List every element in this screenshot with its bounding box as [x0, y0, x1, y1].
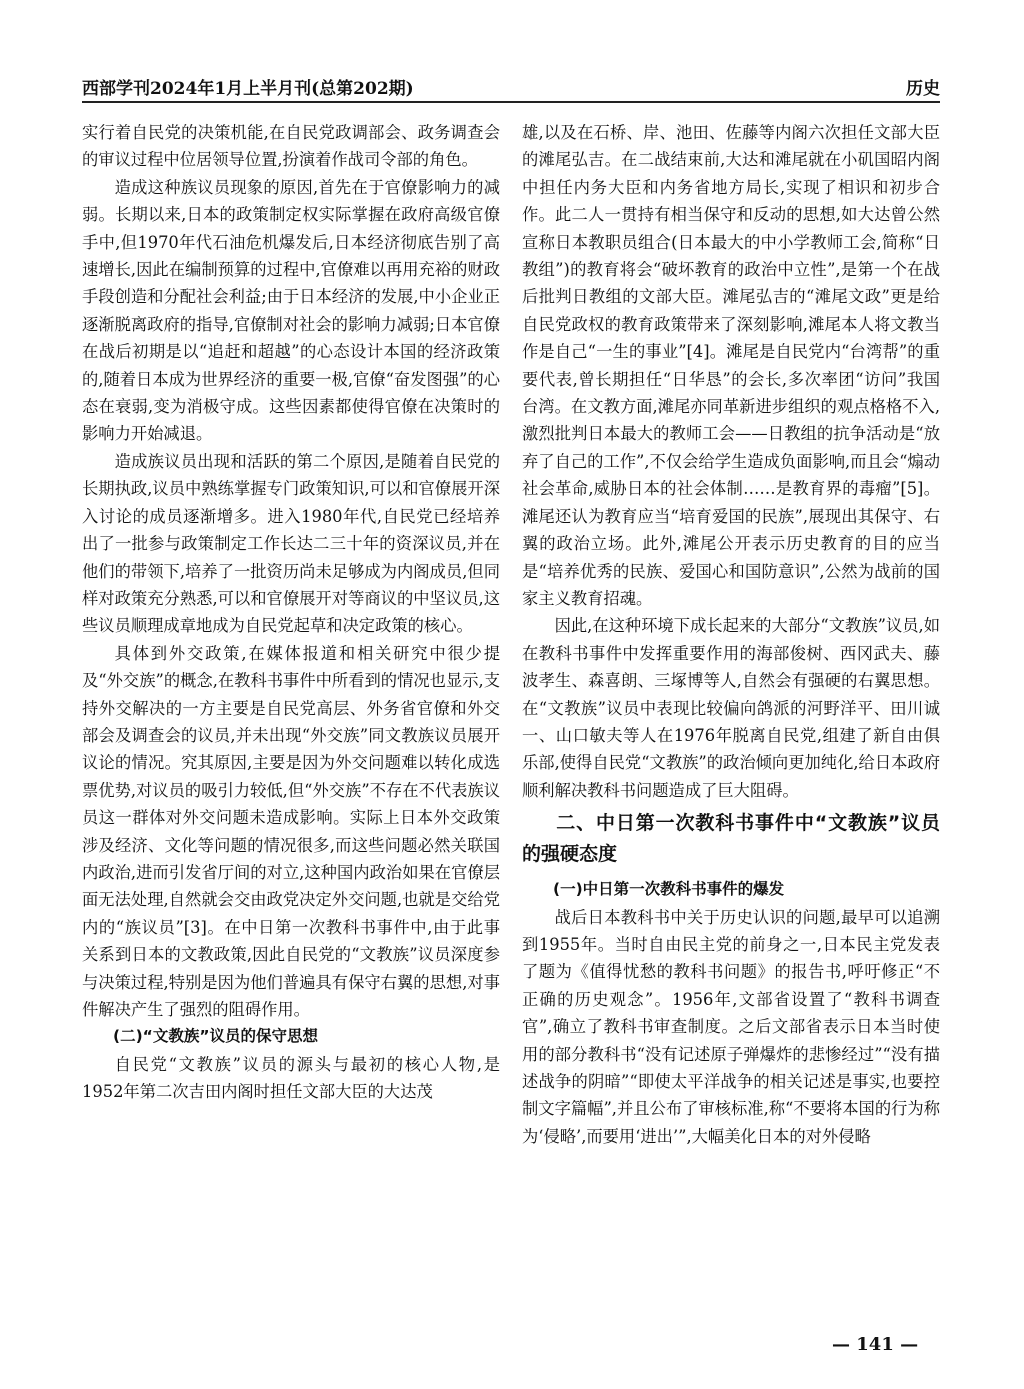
right-column [522, 119, 940, 1329]
paragraph: 造成族议员出现和活跃的第二个原因,是随着自民党的长期执政,议员中熟练掌握专门政策知识,可以和官僚展开深入讨论的成员逐渐增多。进入1980年代,自民党已经培养出了一批参与政策制定工作长达二三十年的资深议员,并在他们的带领下,培养了一批资历尚未足够成为内阁成员,但同样对政策充分熟悉,可以和官僚展开对等商议的中坚议员,这些议员顺理成章地成为自民党起草和决定政策的核心。 [82, 451, 500, 636]
paragraph: 造成这种族议员现象的原因,首先在于官僚影响力的减弱。长期以来,日本的政策制定权实际掌握在政府高级官僚手中,但1970年代石油危机爆发后,日本经济彻底告别了高速增长,因此在编制预算的过程中,官僚难以再用充裕的财政手段创造和分配社会利益;由于日本经济的发展,中小企业正逐渐脱离政府的指导,官僚制对社会的影响力减弱;日本官僚在战后初期是以“追赶和超越”的心态设计本国的经济政策的,随着日本成为世界经济的重要一极,官僚“奋发图强”的心态在衰弱,变为消极守成。这些因素都使得官僚在决策时的影响力开始减退。 [82, 177, 500, 444]
journal-issue-title: 西部学刊2024年1月上半月刊(总第202期) [82, 79, 414, 99]
subsection-heading: (二)“文教族”议员的保守思想 [113, 1027, 319, 1046]
section-label: 历史 [906, 79, 940, 99]
paragraph: 因此,在这种环境下成长起来的大部分“文教族”议员,如在教科书事件中发挥重要作用的海部俊树、西冈武夫、藤波孝生、森喜朗、三塚博等人,自然会有强硬的右翼思想。在“文教族”议员中表现比较偏向鸽派的河野洋平、田川诚一、山口敏夫等人在1976年脱离自民党,组建了新自由俱乐部,使得自民党“文教族”的政治倾向更加纯化,给日本政府顺利解决教科书问题造成了巨大阻碍。 [522, 616, 940, 800]
header-rule [82, 101, 940, 103]
paragraph: 战后日本教科书中关于历史认识的问题,最早可以追溯到1955年。当时自由民主党的前身之一,日本民主党发表了题为《值得忧愁的教科书问题》的报告书,呼吁修正“不正确的历史观念”。1956年,文部省设置了“教科书调查官”,确立了教科书审查制度。之后文部省表示日本当时使用的部分教科书“没有记述原子弹爆炸的悲惨经过”“没有描述战争的阴暗”“即使太平洋战争的相关记述是事实,也要控制文字篇幅”,并且公布了审核标准,称“不要将本国的行为称为‘侵略’,而要用‘进出’”,大幅美化日本的对外侵略 [522, 907, 940, 1146]
paragraph: 实行着自民党的决策机能,在自民党政调部会、政务调查会的审议过程中位居领导位置,扮演着作战司令部的角色。 [82, 123, 500, 170]
section-heading: 二、中日第一次教科书事件中“文教族”议员的强硬态度 [522, 812, 940, 866]
paragraph: 自民党“文教族”议员的源头与最初的核心人物,是1952年第二次吉田内阁时担任文部大臣的大达茂 [82, 1054, 500, 1102]
paragraph: 具体到外交政策,在媒体报道和相关研究中很少提及“外交族”的概念,在教科书事件中所看到的情况也显示,支持外交解决的一方主要是自民党高层、外务省官僚和外交部会及调查会的议员,并未出现“外交族”同文教族议员展开议论的情况。究其原因,主要是因为外交问题难以转化成选票优势,对议员的吸引力较低,但“外交族”不存在不代表族议员这一群体对外交问题未造成影响。实际上日本外交政策涉及经济、文化等问题的情况很多,而这些问题必然关联国内政治,进而引发省厅间的对立,这种国内政治如果在官僚层面无法处理,自然就会交由政党决定外交问题,也就是交给党内的“族议员”[3]。在中日第一次教科书事件中,由于此事关系到日本的文教政策,因此自民党的“文教族”议员深度参与决策过程,特别是因为他们普遍具有保守右翼的思想,对事件解决产生了强烈的阻碍作用。 [82, 643, 500, 1019]
paragraph: 雄,以及在石桥、岸、池田、佐藤等内阁六次担任文部大臣的滩尾弘吉。在二战结束前,大达和滩尾就在小矶国昭内阁中担任内务大臣和内务省地方局长,实现了相识和初步合作。此二人一贯持有相当保守和反动的思想,如大达曾公然宣称日本教职员组合(日本最大的中小学教师工会,简称“日教组”)的教育将会“破坏教育的政治中立性”,是第一个在战后批判日教组的文部大臣。滩尾弘吉的“滩尾文政”更是给自民党政权的教育政策带来了深刻影响,滩尾本人将文教当作是自己“一生的事业”[4]。滩尾是自民党内“台湾帮”的重要代表,曾长期担任“日华恳”的会长,多次率团“访问”我国台湾。在文教方面,滩尾亦同革新进步组织的观点格格不入,激烈批判日本最大的教师工会——日教组的抗争活动是“放弃了自己的工作”,不仅会给学生造成负面影响,而且会“煽动社会革命,威胁日本的社会体制……是教育界的毒瘤”[5]。滩尾还认为教育应当“培育爱国的民族”,展现出其保守、右翼的政治立场。此外,滩尾公开表示历史教育的目的应当是“培养优秀的民族、爱国心和国防意识”,公然为战前的国家主义教育招魂。 [522, 123, 940, 608]
running-header [82, 74, 940, 98]
left-column [82, 119, 500, 1329]
page-number: — 141 — [832, 1334, 919, 1355]
subsection-heading: (一)中日第一次教科书事件的爆发 [553, 880, 785, 899]
